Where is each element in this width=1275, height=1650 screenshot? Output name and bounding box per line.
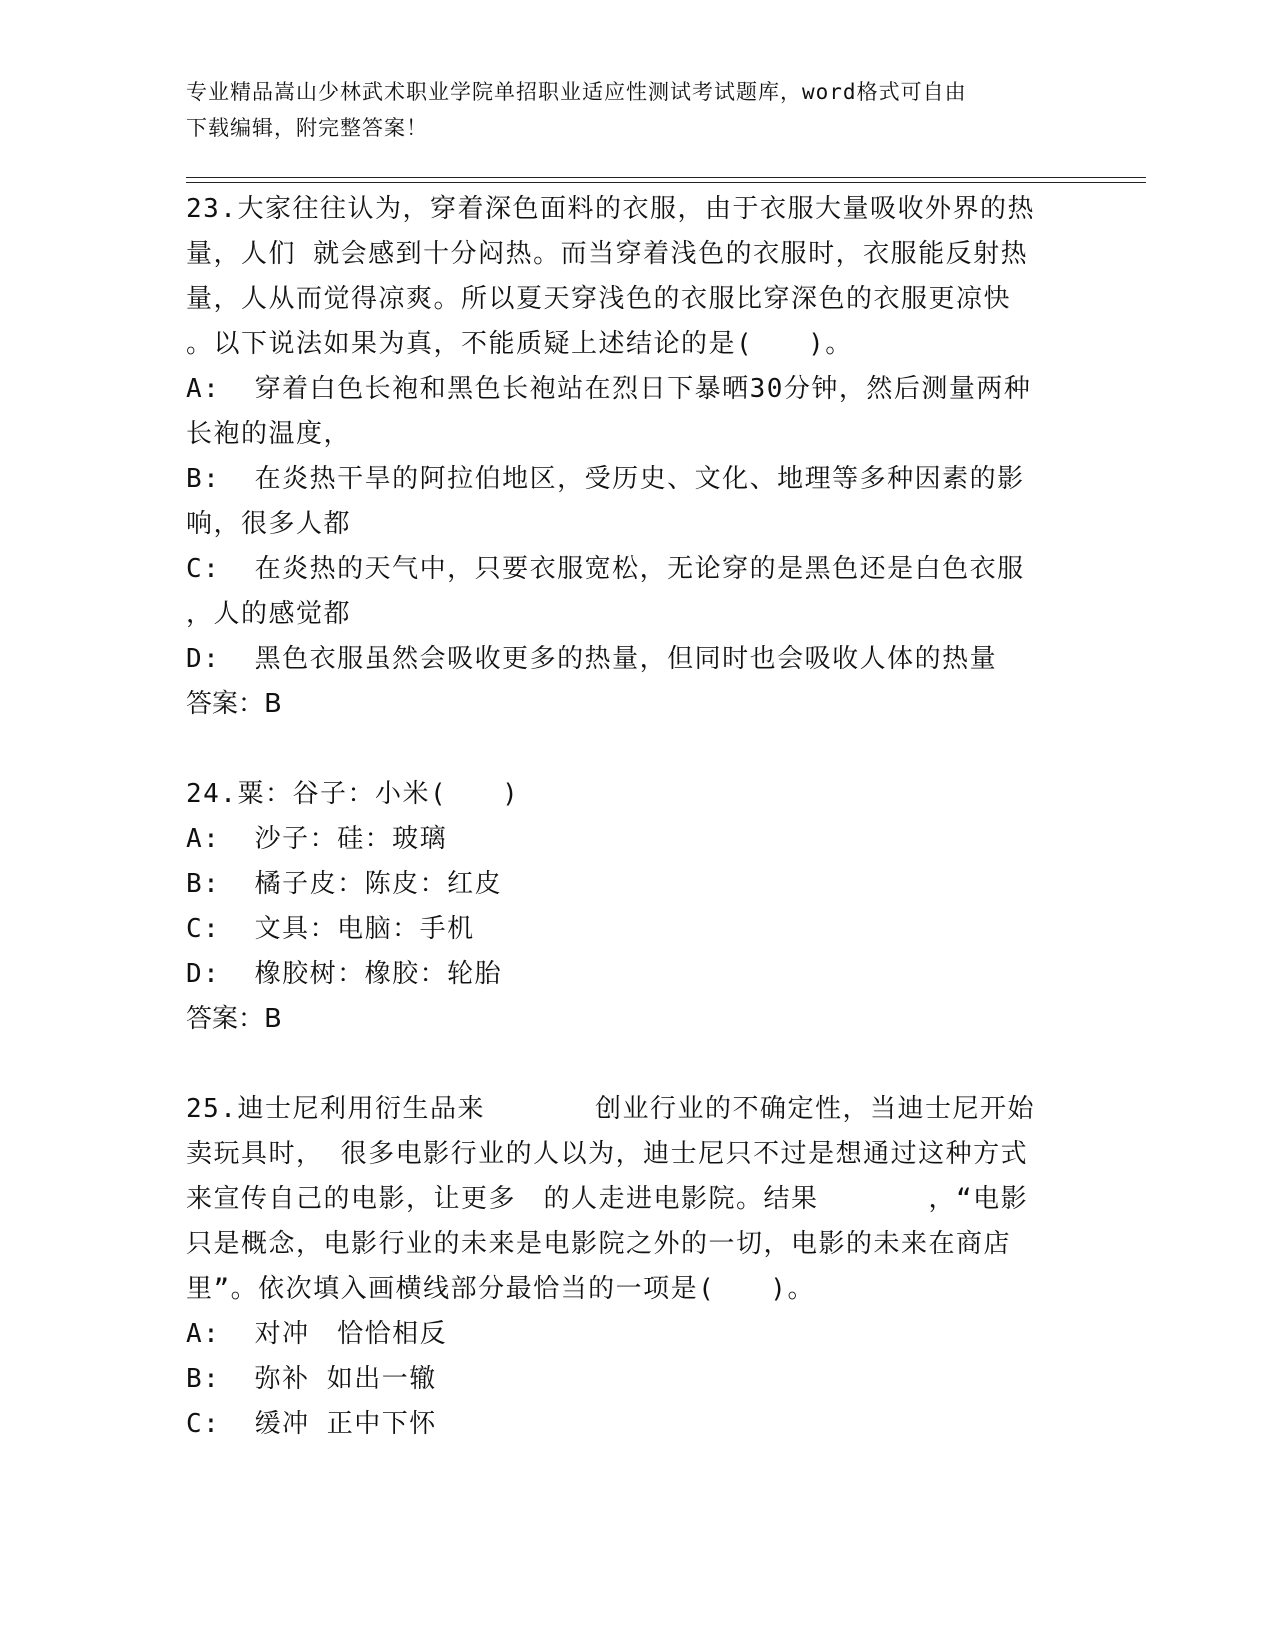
question-23-option-d: D: 黑色衣服虽然会吸收更多的热量，但同时也会吸收人体的热量	[186, 644, 998, 674]
question-24-option-b: B: 橘子皮：陈皮：红皮	[186, 869, 503, 899]
question-23	[186, 187, 1086, 727]
question-25-option-a: A: 对冲 恰恰相反	[186, 1319, 448, 1349]
question-24-option-d: D: 橡胶树：橡胶：轮胎	[186, 959, 503, 989]
question-23-option-a-cont: 长袍的温度，	[186, 419, 352, 449]
question-23-option-b-cont: 响，很多人都	[186, 509, 352, 539]
question-23-option-c-cont: ，人的感觉都	[186, 599, 352, 629]
document-header	[186, 74, 1066, 146]
question-24-option-c: C: 文具：电脑：手机	[186, 914, 475, 944]
question-24	[186, 772, 1086, 1042]
question-25-option-b: B: 弥补 如出一辙	[186, 1364, 437, 1394]
question-23-answer: 答案：B	[186, 689, 282, 719]
question-25-stem-line-3: 来宣传自己的电影，让更多 的人走进电影院。结果 ，“电影	[186, 1184, 1029, 1214]
question-25-stem-line-1: 25.迪士尼利用衍生品来 创业行业的不确定性，当迪士尼开始	[186, 1094, 1035, 1124]
question-23-stem-line-4: 。以下说法如果为真，不能质疑上述结论的是( )。	[186, 329, 853, 359]
spacer	[186, 1042, 1086, 1087]
question-25	[186, 1087, 1086, 1447]
question-25-option-c: C: 缓冲 正中下怀	[186, 1409, 437, 1439]
header-divider-thin	[186, 182, 1146, 183]
question-25-stem-line-4: 只是概念，电影行业的未来是电影院之外的一切，电影的未来在商店	[186, 1229, 1012, 1259]
question-23-stem-line-2: 量，人们 就会感到十分闷热。而当穿着浅色的衣服时，衣服能反射热	[186, 239, 1029, 269]
question-24-option-a: A: 沙子：硅：玻璃	[186, 824, 448, 854]
header-line-2: 下载编辑，附完整答案！	[186, 116, 428, 140]
spacer	[186, 727, 1086, 772]
question-23-option-b: B: 在炎热干旱的阿拉伯地区，受历史、文化、地理等多种因素的影	[186, 464, 1025, 494]
question-24-answer: 答案：B	[186, 1004, 282, 1034]
question-24-stem: 24.粟：谷子：小米( )	[186, 779, 520, 809]
header-divider-thick	[186, 177, 1146, 178]
question-23-stem-line-1: 23.大家往往认为，穿着深色面料的衣服，由于衣服大量吸收外界的热	[186, 194, 1035, 224]
question-23-option-c: C: 在炎热的天气中，只要衣服宽松，无论穿的是黑色还是白色衣服	[186, 554, 1025, 584]
question-list	[186, 187, 1086, 1447]
question-23-stem-line-3: 量，人从而觉得凉爽。所以夏天穿浅色的衣服比穿深色的衣服更凉快	[186, 284, 1012, 314]
question-25-stem-line-2: 卖玩具时， 很多电影行业的人以为，迪士尼只不过是想通过这种方式	[186, 1139, 1029, 1169]
header-line-1: 专业精品嵩山少林武术职业学院单招职业适应性测试考试题库，word格式可自由	[186, 80, 967, 104]
question-23-option-a: A: 穿着白色长袍和黑色长袍站在烈日下暴晒30分钟，然后测量两种	[186, 374, 1032, 404]
question-25-stem-line-5: 里”。依次填入画横线部分最恰当的一项是( )。	[186, 1274, 815, 1304]
